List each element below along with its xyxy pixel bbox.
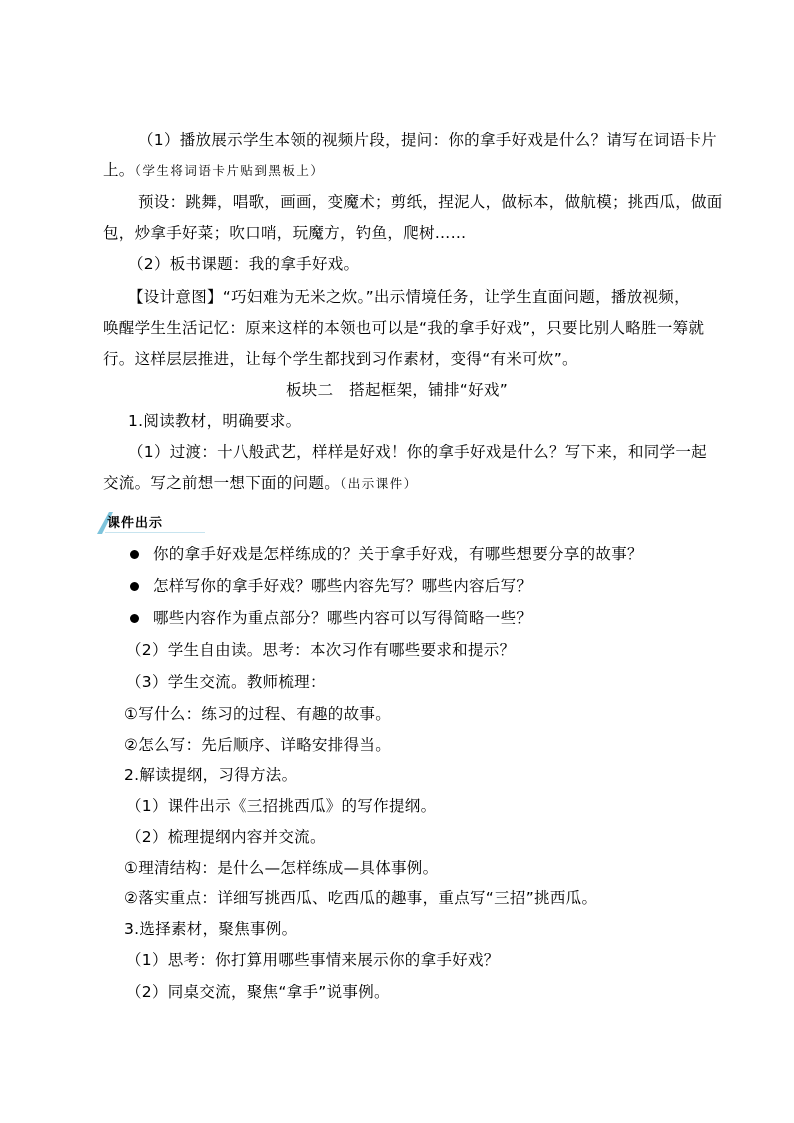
bullet-dot bbox=[130, 582, 139, 591]
paragraph-line: ②怎么写：先后顺序、详略安排得当。 bbox=[124, 736, 391, 754]
paragraph-line: （2）梳理提纲内容并交流。 bbox=[126, 828, 326, 846]
paragraph-line: 唤醒学生生活记忆：原来这样的本领也可以是“我的拿手好戏”，只要比别人略胜一筹就 bbox=[103, 319, 705, 337]
bullet-item: 你的拿手好戏是怎样练成的？关于拿手好戏，有哪些想要分享的故事？ bbox=[153, 545, 643, 563]
paragraph-line: （2）板书课题：我的拿手好戏。 bbox=[128, 255, 360, 273]
callout-underline bbox=[105, 532, 205, 533]
paragraph-line: ①写什么：练习的过程、有趣的故事。 bbox=[124, 705, 391, 723]
handwritten-note: （学生将词语卡片贴到黑板上） bbox=[134, 163, 325, 178]
paragraph-line: 3.选择素材，聚焦事例。 bbox=[124, 920, 298, 938]
paragraph-line: （1）过渡：十八般武艺，样样是好戏！你的拿手好戏是什么？写下来，和同学一起 bbox=[128, 443, 707, 461]
paragraph-line bbox=[103, 473, 418, 494]
paragraph-line: ②落实重点：详细写挑西瓜、吃西瓜的趣事，重点写“三招”挑西瓜。 bbox=[124, 889, 598, 907]
paragraph-text: 上。 bbox=[103, 161, 135, 179]
paragraph-line: 2.解读提纲，习得方法。 bbox=[124, 766, 298, 784]
paragraph-line: （1）课件出示《三招挑西瓜》的写作提纲。 bbox=[126, 797, 437, 815]
bullet-dot bbox=[130, 614, 139, 623]
courseware-callout bbox=[95, 510, 215, 534]
paragraph-line: （1）播放展示学生本领的视频片段，提问：你的拿手好戏是什么？请写在词语卡片 bbox=[138, 131, 717, 149]
paragraph-line: 1.阅读教材，明确要求。 bbox=[128, 412, 302, 430]
section-heading: 板块二 搭起框架，铺排“好戏” bbox=[285, 381, 509, 399]
paragraph-line bbox=[103, 160, 324, 181]
paragraph-line: ①理清结构：是什么—怎样练成—具体事例。 bbox=[124, 859, 439, 877]
callout-label: 课件出示 bbox=[107, 516, 164, 531]
bullet-item: 哪些内容作为重点部分？哪些内容可以写得简略一些？ bbox=[153, 609, 533, 627]
paragraph-line: 包，炒拿手好菜；吹口哨，玩魔方，钓鱼，爬树…… bbox=[103, 224, 467, 242]
bullet-item: 怎样写你的拿手好戏？哪些内容先写？哪些内容后写？ bbox=[153, 577, 533, 595]
paragraph-line: （3）学生交流。教师梳理： bbox=[126, 673, 326, 691]
paragraph-line: （2）同桌交流，聚焦“拿手”说事例。 bbox=[126, 983, 390, 1001]
paragraph-line: 行。这样层层推进，让每个学生都找到习作素材，变得“有米可炊”。 bbox=[103, 350, 578, 368]
paragraph-line: 【设计意图】“巧妇难为无米之炊。”出示情境任务，让学生直面问题，播放视频， bbox=[128, 288, 690, 306]
paragraph-line: （1）思考：你打算用哪些事情来展示你的拿手好戏？ bbox=[126, 951, 500, 969]
paragraph-line: 预设：跳舞，唱歌，画画，变魔术；剪纸，捏泥人，做标本，做航模；挑西瓜，做面 bbox=[138, 193, 723, 211]
bullet-dot bbox=[130, 550, 139, 559]
paragraph-line: （2）学生自由读。思考：本次习作有哪些要求和提示？ bbox=[126, 641, 516, 659]
handwritten-note: （出示课件） bbox=[340, 476, 418, 491]
paragraph-text: 交流。写之前想一想下面的问题。 bbox=[103, 474, 341, 492]
